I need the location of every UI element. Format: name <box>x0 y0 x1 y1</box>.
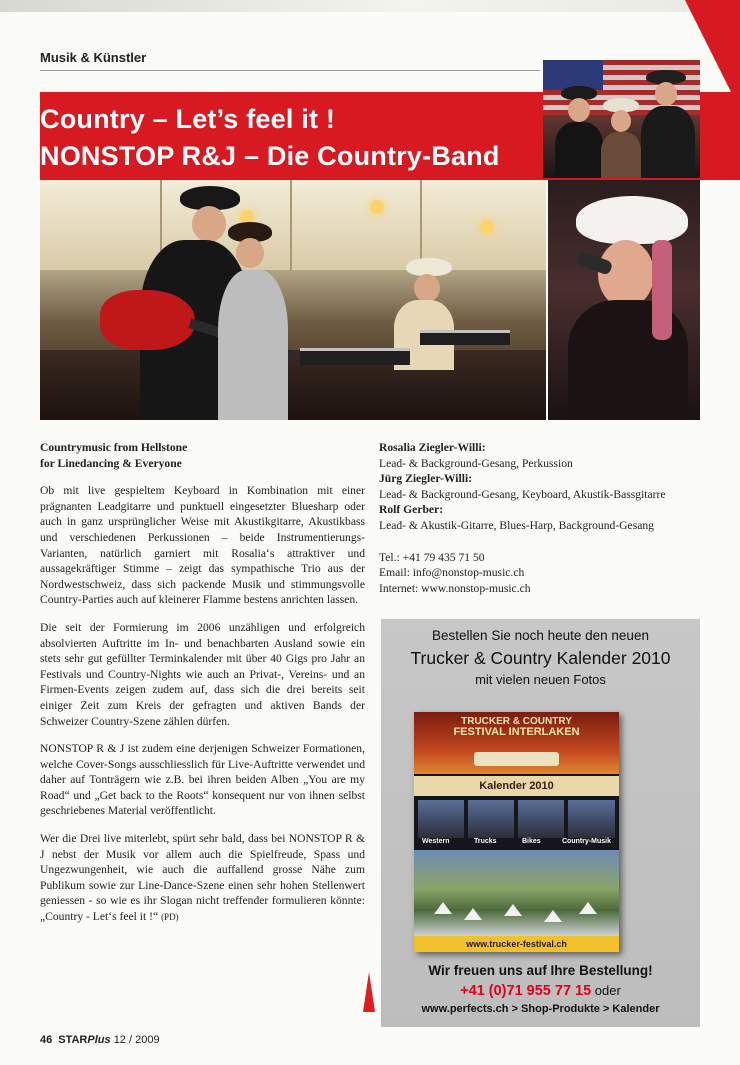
paragraph-4-text: Wer die Drei live miterlebt, spürt sehr bald, dass bei NONSTOP R & J nebst der Musik vor allem auch die Spielfreude, Spass und Ungezwungenheit, wie auch die auffallend grosse Nähe zum Publikum sowie zur Line-Dance-Szene einen sehr hohen Stellenwert geniessen - so wie es ihr Slogan nicht treffender formulieren könnte: „Country - Let‘s feel it !“ <box>40 832 365 924</box>
ad-thanks: Wir freuen uns auf Ihre Bestellung! <box>428 963 653 978</box>
contact-website: Internet: www.nonstop-music.ch <box>379 581 531 595</box>
calendar-caption: Bikes <box>522 838 541 845</box>
page-number: 46 <box>40 1034 53 1046</box>
stage-photo <box>40 180 546 420</box>
headline: Country – Let’s feel it ! <box>40 104 336 134</box>
calendar-caption: Trucks <box>474 838 497 845</box>
ad-product: Trucker & Country Kalender 2010 <box>410 648 671 668</box>
member-name: Rosalia Ziegler-Willi: <box>379 441 486 454</box>
calendar-advertisement <box>381 619 700 1027</box>
section-rule <box>40 70 540 71</box>
article-body <box>40 440 365 938</box>
pen-decoration <box>363 972 375 1012</box>
member-name: Rolf Gerber: <box>379 503 444 517</box>
ad-web-link: www.perfects.ch > Shop-Produkte > Kalender <box>421 1003 660 1015</box>
calendar-title: Kalender 2010 <box>414 776 619 796</box>
magazine-name: STAR <box>58 1034 88 1046</box>
issue-number: 12 / 2009 <box>113 1034 160 1046</box>
member-role: Lead- & Background-Gesang, Perkussion <box>379 456 573 470</box>
paragraph-3: NONSTOP R & J ist zudem eine derjenigen Schweizer Formationen, welche Cover-Songs ausschliesslich für Live-Auftritte verwendet und daher auf Tonträgern wie z.B. bei ihren beiden Alben „You are my Road“ und „Get back to the Roots“ konsequent nur von ihnen selbst geschriebenes Material veröffentlicht. <box>40 742 365 818</box>
section-label: Musik & Künstler <box>40 50 147 65</box>
article-subtitle <box>40 440 365 471</box>
paragraph-4 <box>40 831 365 926</box>
member-role: Lead- & Akustik-Gitarre, Blues-Harp, Background-Gesang <box>379 518 654 532</box>
paragraph-2: Die seit der Formierung im 2006 unzähligen und erfolgreich absolvierten Auftritte im In- und benachbarten Ausland sowie ein stets sehr gut gefüllter Terminkalender mit über 40 Gigs pro Jahr an Festivals und Country-Nights wie auch an Privat-, Vereins- und an Firmen-Events zeigen zudem auf, dass sich die drei bereits seit einiger Zeit zum Kreis der gefragten und aktiven Bands der Schweizer Country-Szene zählen dürfen. <box>40 620 365 728</box>
calendar-caption: Country-Musik <box>562 838 611 845</box>
calendar-cover <box>414 712 619 952</box>
festival-line-2: FESTIVAL INTERLAKEN <box>453 726 580 738</box>
tent-roof <box>40 180 546 270</box>
calendar-festival-title <box>420 716 613 738</box>
ad-phone <box>381 983 700 999</box>
ad-phone-suffix: oder <box>594 983 621 998</box>
singer-photo <box>548 180 700 420</box>
magazine-name-plus: Plus <box>87 1034 111 1046</box>
member-role: Lead- & Background-Gesang, Keyboard, Akustik-Bassgitarre <box>379 487 666 501</box>
festival-line-1: TRUCKER & COUNTRY <box>461 716 572 727</box>
contact-phone: Tel.: +41 79 435 71 50 <box>379 550 485 564</box>
calendar-url: www.trucker-festival.ch <box>414 936 619 952</box>
ad-phone-number: +41 (0)71 955 77 15 <box>460 983 592 999</box>
ad-subline: mit vielen neuen Fotos <box>475 672 606 687</box>
press-credit: (PD) <box>161 912 179 923</box>
subtitle-line-2: for Linedancing & Everyone <box>40 456 182 470</box>
band-photo-small <box>543 60 700 178</box>
headline-band: NONSTOP R&J – Die Country-Band <box>40 141 500 171</box>
calendar-badge <box>474 752 559 766</box>
page-footer <box>40 1034 160 1046</box>
subtitle-line-1: Countrymusic from Hellstone <box>40 441 188 454</box>
calendar-panorama <box>414 850 619 936</box>
member-name: Jürg Ziegler-Willi: <box>379 472 473 486</box>
ad-headline: Bestellen Sie noch heute den neuen <box>432 628 649 643</box>
paragraph-1: Ob mit live gespieltem Keyboard in Kombination mit einer prägnanten Leadgitarre und punktuell eingesetzter Bluesharp oder auch in ganz ursprünglicher Weise mit Akustikgitarre, Akustikbass und verschiedenen Perkussionen – beide Instrumentierungs-Varianten, natürlich garniert mit Rosalia‘s attraktiver und aussagekräftiger Stimme – zeigt das sympathische Trio aus der Nordwestschweiz, dass sich packende Musik und stimmungsvolle Country-Parties auch auf kleinerer Flamme bestens anrichten lassen. <box>40 484 365 607</box>
page-edge <box>0 0 740 12</box>
band-info <box>379 440 709 596</box>
contact-email: Email: info@nonstop-music.ch <box>379 566 525 580</box>
calendar-caption: Western <box>422 838 450 845</box>
